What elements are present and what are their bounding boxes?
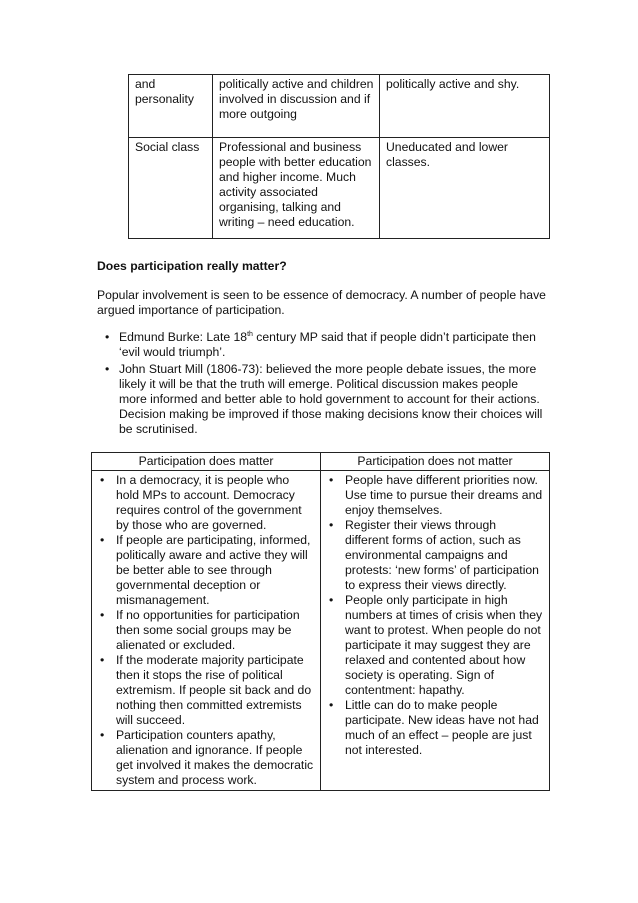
bullet-icon: • — [329, 518, 334, 532]
table-row — [129, 138, 550, 239]
point-text: Participation counters apathy, alienation and ignorance. If people get involved it makes the democratic system and process work. — [116, 728, 314, 787]
mill-text: John Stuart Mill (1806-73): believed the more people debate issues, the more likely it will be that the truth will emerge. Political discussion makes people more informed and better able to hold government to account for their actions. Decision making be improved if those making decisions know their choices will be scrutinised. — [119, 362, 543, 436]
bullet-icon: • — [100, 608, 105, 622]
active-cell: Professional and business people with better education and higher income. Much activity associated organising, talking and writing – need education. — [213, 138, 380, 239]
point-text: If people are participating, informed, politically aware and active they will be better able to see through governmental deception or mismanagement. — [116, 533, 311, 607]
table-header-row — [92, 453, 550, 471]
active-cell: politically active and children involved in discussion and if more outgoing — [213, 75, 380, 138]
bullet-icon: • — [100, 533, 105, 547]
list-item — [97, 362, 549, 437]
list-item — [97, 330, 549, 360]
matter-points — [96, 473, 314, 788]
not-matter-points — [325, 473, 543, 758]
not-matter-cell — [321, 471, 550, 791]
point-text: Little can do to make people participate. New ideas have not had much of an effect – people are just not interested. — [345, 698, 539, 757]
intro-paragraph: Popular involvement is seen to be essence of democracy. A number of people have argued importance of participation. — [97, 288, 546, 317]
participation-factors-table — [128, 74, 550, 239]
participation-comparison-table — [91, 452, 550, 791]
column-header-matter: Participation does matter — [92, 453, 321, 471]
table-row — [129, 75, 550, 138]
bullet-icon: • — [100, 653, 105, 667]
list-item — [96, 653, 314, 728]
table-row — [92, 471, 550, 791]
list-item — [96, 473, 314, 533]
thinkers-list — [97, 330, 549, 439]
inactive-cell: Uneducated and lower classes. — [380, 138, 550, 239]
inactive-cell: politically active and shy. — [380, 75, 550, 138]
bullet-icon: • — [105, 330, 110, 344]
point-text: In a democracy, it is people who hold MPs to account. Democracy requires control of the government by those who are governed. — [116, 473, 302, 532]
point-text: If the moderate majority participate then it stops the rise of political extremism. If people sit back and do nothing then committed extremists will succeed. — [116, 653, 312, 727]
point-text: People only participate in high numbers at times of crisis when they want to protest. When people do not participate it may suggest they are relaxed and contented about how society is operating. Sign of contentment: hapathy. — [345, 593, 543, 697]
list-item — [96, 728, 314, 788]
bullet-icon: • — [100, 728, 105, 742]
point-text: People have different priorities now. Use time to pursue their dreams and enjoy themselves. — [345, 473, 543, 517]
column-header-not-matter: Participation does not matter — [321, 453, 550, 471]
list-item — [325, 473, 543, 518]
list-item — [325, 698, 543, 758]
bullet-icon: • — [105, 362, 110, 376]
bullet-icon: • — [329, 473, 334, 487]
list-item — [96, 533, 314, 608]
point-text: If no opportunities for participation then some social groups may be alienated or excluded. — [116, 608, 300, 652]
bullet-icon: • — [329, 593, 334, 607]
section-heading: Does participation really matter? — [97, 259, 287, 273]
matter-cell — [92, 471, 321, 791]
list-item — [96, 608, 314, 653]
list-item — [325, 593, 543, 698]
bullet-icon: • — [329, 698, 334, 712]
burke-text: Edmund Burke: Late 18th century MP said that if people didn’t participate then ‘evil would triumph’. — [119, 330, 536, 359]
bullet-icon: • — [100, 473, 105, 487]
row-label: and personality — [129, 75, 213, 138]
point-text: Register their views through different forms of action, such as environmental campaigns and protests: ‘new forms’ of participation to express their views directly. — [345, 518, 539, 592]
list-item — [325, 518, 543, 593]
row-label: Social class — [129, 138, 213, 239]
